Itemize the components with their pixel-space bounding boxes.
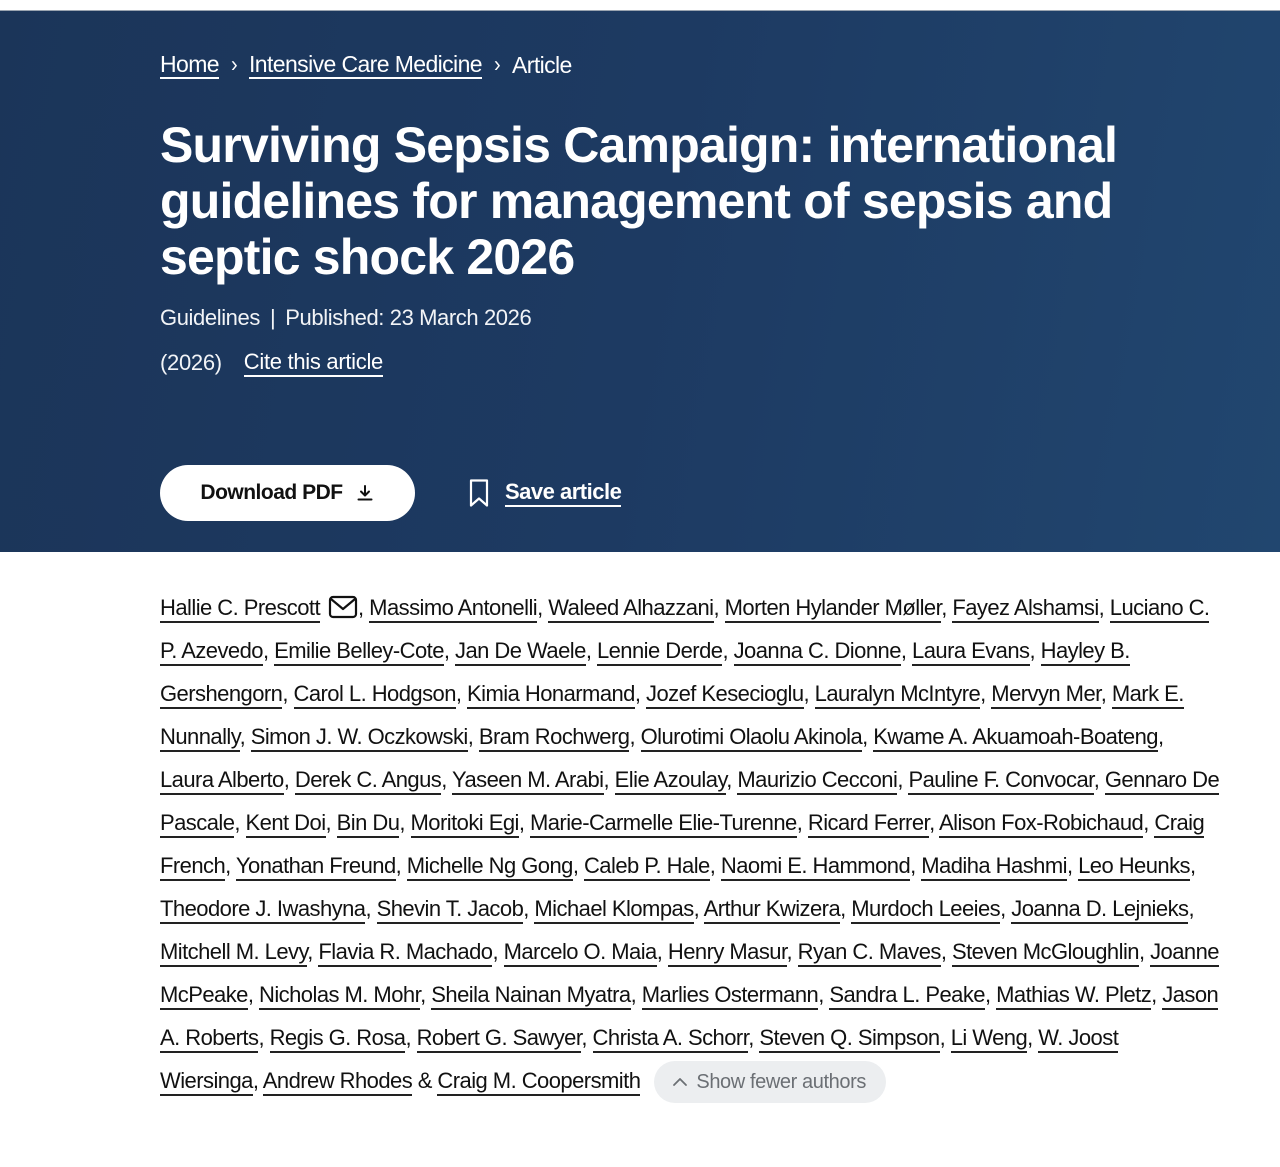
author-link[interactable]: Naomi E. Hammond xyxy=(721,853,910,881)
author-link[interactable]: Mathias W. Pletz xyxy=(996,982,1151,1010)
author-link[interactable]: Moritoki Egi xyxy=(411,810,519,838)
article-type: Guidelines xyxy=(160,305,260,330)
save-article-button[interactable] xyxy=(467,478,621,508)
author-link[interactable]: Morten Hylander Møller xyxy=(725,595,942,623)
author-link[interactable]: Carol L. Hodgson xyxy=(294,681,456,709)
author-link[interactable]: Derek C. Angus xyxy=(295,767,441,795)
author-link[interactable]: Mervyn Mer xyxy=(991,681,1100,709)
download-pdf-button[interactable] xyxy=(160,465,415,521)
author-link[interactable]: Madiha Hashmi xyxy=(921,853,1067,881)
author-link[interactable]: Fayez Alshamsi xyxy=(952,595,1098,623)
top-strip xyxy=(0,0,1280,11)
chevron-right-icon: › xyxy=(230,52,238,77)
author-conjunction: & xyxy=(417,1068,432,1093)
breadcrumb-current: Article xyxy=(512,51,572,78)
article-header xyxy=(0,11,1280,552)
author-link[interactable]: Bram Rochwerg xyxy=(479,724,630,752)
author-link[interactable]: Joanne McPeake xyxy=(160,939,1219,1010)
author-link[interactable]: Kwame A. Akuamoah-Boateng xyxy=(873,724,1158,752)
author-link[interactable]: Arthur Kwizera xyxy=(704,896,841,924)
author-link[interactable]: Craig M. Coopersmith xyxy=(437,1068,640,1096)
bookmark-icon xyxy=(467,478,491,508)
article-title: Surviving Sepsis Campaign: international guidelines for management of sepsis and septic shock 2026 xyxy=(160,117,1118,285)
save-article-label: Save article xyxy=(505,479,621,507)
author-link[interactable]: Caleb P. Hale xyxy=(584,853,710,881)
published-date: Published: 23 March 2026 xyxy=(285,305,532,330)
breadcrumb-home[interactable]: Home xyxy=(160,51,219,77)
breadcrumb xyxy=(160,51,572,79)
author-link[interactable]: Yonathan Freund xyxy=(236,853,396,881)
show-fewer-authors-label: Show fewer authors xyxy=(696,1070,866,1093)
author-link[interactable]: Kimia Honarmand xyxy=(467,681,635,709)
author-link[interactable]: Flavia R. Machado xyxy=(318,939,492,967)
author-link[interactable]: Jason A. Roberts xyxy=(160,982,1218,1053)
author-link[interactable]: Sandra L. Peake xyxy=(829,982,985,1010)
breadcrumb-journal[interactable]: Intensive Care Medicine xyxy=(249,51,482,77)
citation-line xyxy=(160,349,383,377)
author-link[interactable]: Regis G. Rosa xyxy=(270,1025,406,1053)
author-link[interactable]: Jozef Kesecioglu xyxy=(646,681,804,709)
author-link[interactable]: Li Weng xyxy=(951,1025,1027,1053)
author-link[interactable]: Steven Q. Simpson xyxy=(759,1025,939,1053)
author-link[interactable]: Laura Alberto xyxy=(160,767,284,795)
author-link[interactable]: Alison Fox-Robichaud xyxy=(939,810,1143,838)
author-link[interactable]: Marcelo O. Maia xyxy=(504,939,657,967)
chevron-up-icon xyxy=(672,1077,688,1087)
author-link[interactable]: Ricard Ferrer xyxy=(808,810,929,838)
author-link[interactable]: Andrew Rhodes xyxy=(263,1068,412,1096)
author-link[interactable]: Robert G. Sawyer xyxy=(417,1025,582,1053)
author-link[interactable]: Waleed Alhazzani xyxy=(548,595,713,623)
author-link[interactable]: Marie-Carmelle Elie-Turenne xyxy=(530,810,797,838)
author-link[interactable]: Christa A. Schorr xyxy=(593,1025,749,1053)
author-link[interactable]: Lauralyn McIntyre xyxy=(815,681,981,709)
author-link[interactable]: Michael Klompas xyxy=(534,896,693,924)
author-list: Hallie C. Prescott , Massimo Antonelli, Waleed Alhazzani, Morten Hylander Møller, Fayez Alshamsi, Luciano C. P. Azevedo, Emilie Belley-Cote, Jan De Waele, Lennie Derde, Joanna C. Dionne, Laura Evans, Hayley B. Gershengorn, Carol L. Hodgson, Kimia Honarmand, Jozef Kesecioglu, Lauralyn McIntyre, Mervyn Mer, Mark E. Nunnally, Simon J. W. Oczkowski, Bram Rochwerg, Olurotimi Olaolu Akinola, Kwame A. Akuamoah-Boateng, Laura Alberto, Derek C. Angus, Yaseen M. Arabi, Elie Azoulay, Maurizio Cecconi, Pauline F. Convocar, Gennaro De Pascale, Kent Doi, Bin Du, Moritoki Egi, Marie-Carmelle Elie-Turenne, Ricard Ferrer, Alison Fox-Robichaud, Craig French, Yonathan Freund, Michelle Ng Gong, Caleb P. Hale, Naomi E. Hammond, Madiha Hashmi, Leo Heunks, Theodore J. Iwashyna, Shevin T. Jacob, Michael Klompas, Arthur Kwizera, Murdoch Leeies, Joanna D. Lejnieks, Mitchell M. Levy, Flavia R. Machado, Marcelo O. Maia, Henry Masur, Ryan C. Maves, Steven McGloughlin, Joanne McPeake, Nicholas M. Mohr, Sheila Nainan Myatra, Marlies Ostermann, Sandra L. Peake, Mathias W. Pletz, Jason A. Roberts, Regis G. Rosa, Robert G. Sawyer, Christa A. Schorr, Steven Q. Simpson, Li Weng, W. Joost Wiersinga, Andrew Rhodes & Craig M. Coopersmith Show fewer authors xyxy=(160,586,1220,1103)
show-fewer-authors-button[interactable] xyxy=(654,1061,886,1103)
author-link[interactable]: Lennie Derde xyxy=(597,638,723,666)
author-link[interactable]: Ryan C. Maves xyxy=(798,939,941,967)
author-link[interactable]: Craig French xyxy=(160,810,1204,881)
author-link[interactable]: Laura Evans xyxy=(912,638,1029,666)
author-link[interactable]: Maurizio Cecconi xyxy=(737,767,897,795)
author-link[interactable]: Steven McGloughlin xyxy=(952,939,1139,967)
author-link[interactable]: Jan De Waele xyxy=(455,638,586,666)
author-link[interactable]: Michelle Ng Gong xyxy=(407,853,573,881)
download-pdf-label: Download PDF xyxy=(200,481,343,504)
author-link[interactable]: Leo Heunks xyxy=(1078,853,1190,881)
article-year: (2026) xyxy=(160,350,222,375)
author-link[interactable]: Mitchell M. Levy xyxy=(160,939,307,967)
chevron-right-icon: › xyxy=(493,52,501,77)
author-link[interactable]: Sheila Nainan Myatra xyxy=(431,982,630,1010)
author-link[interactable]: Shevin T. Jacob xyxy=(377,896,524,924)
author-link[interactable]: Marlies Ostermann xyxy=(642,982,818,1010)
author-link[interactable]: Theodore J. Iwashyna xyxy=(160,896,365,924)
author-link[interactable]: Massimo Antonelli xyxy=(369,595,537,623)
mail-icon[interactable] xyxy=(328,595,358,619)
author-link[interactable]: Pauline F. Convocar xyxy=(908,767,1093,795)
meta-divider: | xyxy=(269,305,276,330)
author-link[interactable]: W. Joost Wiersinga xyxy=(160,1025,1118,1096)
author-link[interactable]: Elie Azoulay xyxy=(615,767,727,795)
author-link[interactable]: Hallie C. Prescott xyxy=(160,595,320,623)
author-link[interactable]: Gennaro De Pascale xyxy=(160,767,1219,838)
article-meta xyxy=(160,305,531,331)
author-link[interactable]: Mark E. Nunnally xyxy=(160,681,1184,752)
author-link[interactable]: Kent Doi xyxy=(246,810,326,838)
author-link[interactable]: Joanna C. Dionne xyxy=(734,638,901,666)
author-link[interactable]: Nicholas M. Mohr xyxy=(259,982,420,1010)
download-icon xyxy=(355,483,375,503)
author-link[interactable]: Olurotimi Olaolu Akinola xyxy=(641,724,863,752)
author-link[interactable]: Emilie Belley-Cote xyxy=(274,638,444,666)
author-link[interactable]: Simon J. W. Oczkowski xyxy=(251,724,468,752)
author-link[interactable]: Joanna D. Lejnieks xyxy=(1011,896,1188,924)
author-link[interactable]: Henry Masur xyxy=(668,939,787,967)
author-link[interactable]: Yaseen M. Arabi xyxy=(452,767,604,795)
cite-this-article-link[interactable]: Cite this article xyxy=(244,349,383,377)
author-link[interactable]: Murdoch Leeies xyxy=(851,896,1000,924)
author-link[interactable]: Hayley B. Gershengorn xyxy=(160,638,1130,709)
article-actions xyxy=(160,465,621,521)
author-link[interactable]: Luciano C. P. Azevedo xyxy=(160,595,1209,666)
author-link[interactable]: Bin Du xyxy=(337,810,400,838)
